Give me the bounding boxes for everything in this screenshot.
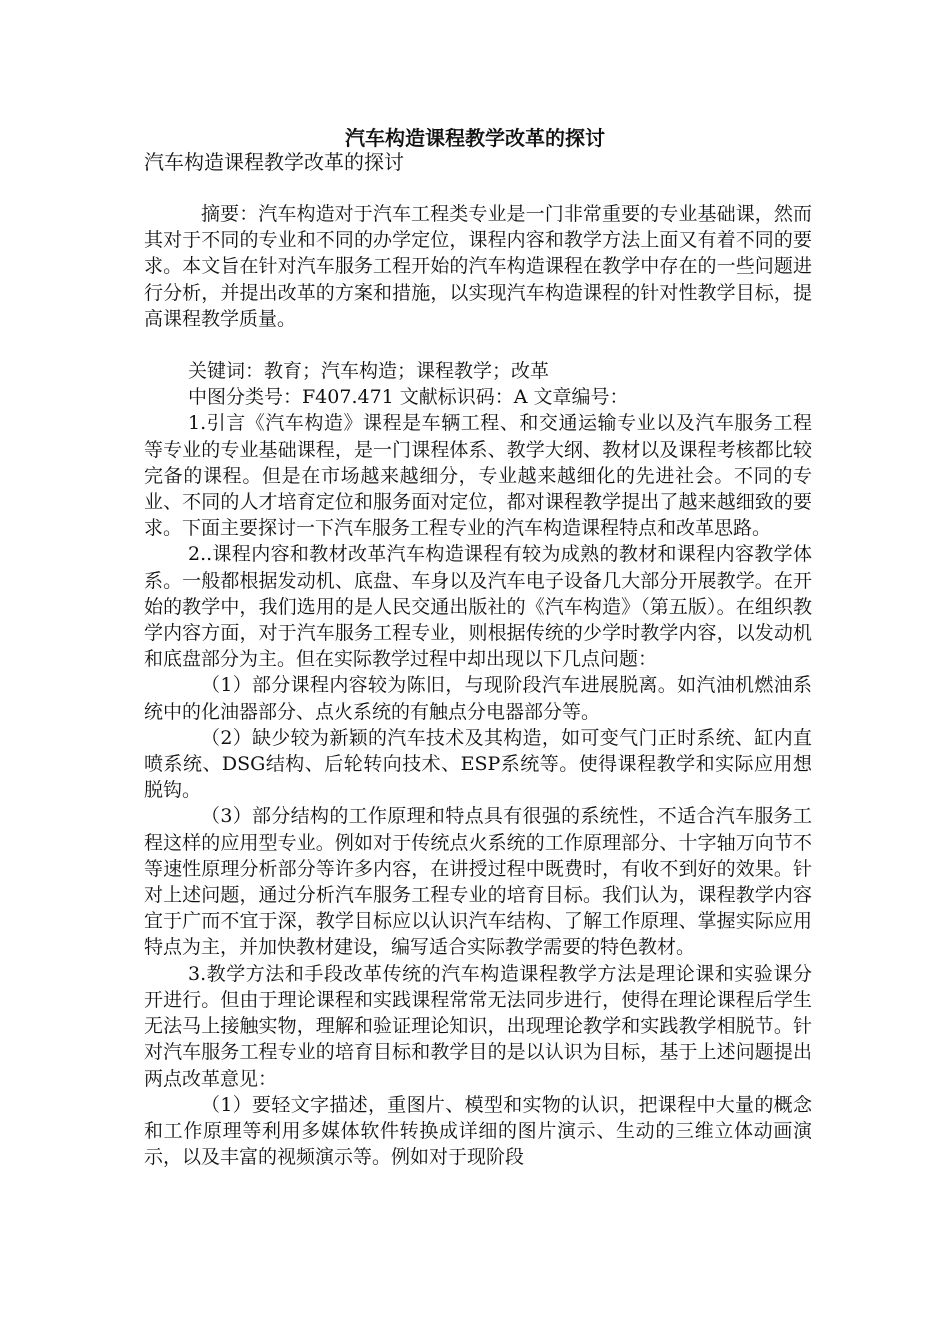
abstract-paragraph: 摘要：汽车构造对于汽车工程类专业是一门非常重要的专业基础课，然而其对于不同的专业和不同的办学定位，课程内容和教学方法上面又有着不同的要求。本文旨在针对汽车服务工程开始的汽车构造课程在教学中存在的一些问题进行分析，并提出改革的方案和措施，以实现汽车构造课程的针对性教学目标，提高课程教学质量。 [144, 203, 812, 330]
keywords-line: 关键词：教育；汽车构造；课程教学；改革 [188, 360, 550, 383]
document-title: 汽车构造课程教学改革的探讨 [345, 126, 605, 150]
section-2-paragraph: 2..课程内容和教材改革汽车构造课程有较为成熟的教材和课程内容教学体系。一般都根据发动机、底盘、车身以及汽车电子设备几大部分开展教学。在开始的教学中，我们选用的是人民交通出版社的《汽车构造》（第五版）。在组织教学内容方面，对于汽车服务工程专业，则根据传统的少学时教学内容，以发动机和底盘部分为主。但在实际教学过程中却出现以下几点问题： [144, 543, 812, 671]
document-body [144, 201, 812, 1170]
section-1-paragraph: 1.引言《汽车构造》课程是车辆工程、和交通运输专业以及汽车服务工程等专业的专业基础课程，是一门课程体系、教学大纲、教材以及课程考核都比较完备的课程。但是在市场越来越细分，专业越来越细化的先进社会。不同的专业、不同的人才培育定位和服务面对定位，都对课程教学提出了越来越细致的要求。下面主要探讨一下汽车服务工程专业的汽车构造课程特点和改革思路。 [144, 412, 812, 540]
section-2-item-1: （1）部分课程内容较为陈旧，与现阶段汽车进展脱离。如汽油机燃油系统中的化油器部分、点火系统的有触点分电器部分等。 [144, 674, 812, 723]
section-3-item-1: （1）要轻文字描述，重图片、模型和实物的认识，把课程中大量的概念和工作原理等利用多媒体软件转换成详细的图片演示、生动的三维立体动画演示，以及丰富的视频演示等。例如对于现阶段 [144, 1093, 812, 1169]
section-3-paragraph: 3.教学方法和手段改革传统的汽车构造课程教学方法是理论课和实验课分开进行。但由于理论课程和实践课程常常无法同步进行，使得在理论课程后学生无法马上接触实物，理解和验证理论知识，出现理论教学和实践教学相脱节。针对汽车服务工程专业的培育目标和教学目的是以认识为目标，基于上述问题提出两点改革意见： [144, 962, 812, 1090]
document-subtitle: 汽车构造课程教学改革的探讨 [144, 150, 404, 174]
paragraph-gap [144, 332, 812, 358]
section-2-item-2: （2）缺少较为新颖的汽车技术及其构造，如可变气门正时系统、缸内直喷系统、DSG结构、后轮转向技术、ESP系统等。使得课程教学和实际应用想脱钩。 [144, 726, 812, 802]
section-2-item-3: （3）部分结构的工作原理和特点具有很强的系统性，不适合汽车服务工程这样的应用型专业。例如对于传统点火系统的工作原理部分、十字轴万向节不等速性原理分析部分等许多内容，在讲授过程中既费时，有收不到好的效果。针对上述问题，通过分析汽车服务工程专业的培育目标。我们认为，课程教学内容宜于广而不宜于深，教学目标应以认识汽车结构、了解工作原理、掌握实际应用特点为主，并加快教材建设，编写适合实际教学需要的特色教材。 [144, 805, 812, 959]
classification-line: 中图分类号：F407.471 文献标识码：A 文章编号： [188, 386, 629, 409]
